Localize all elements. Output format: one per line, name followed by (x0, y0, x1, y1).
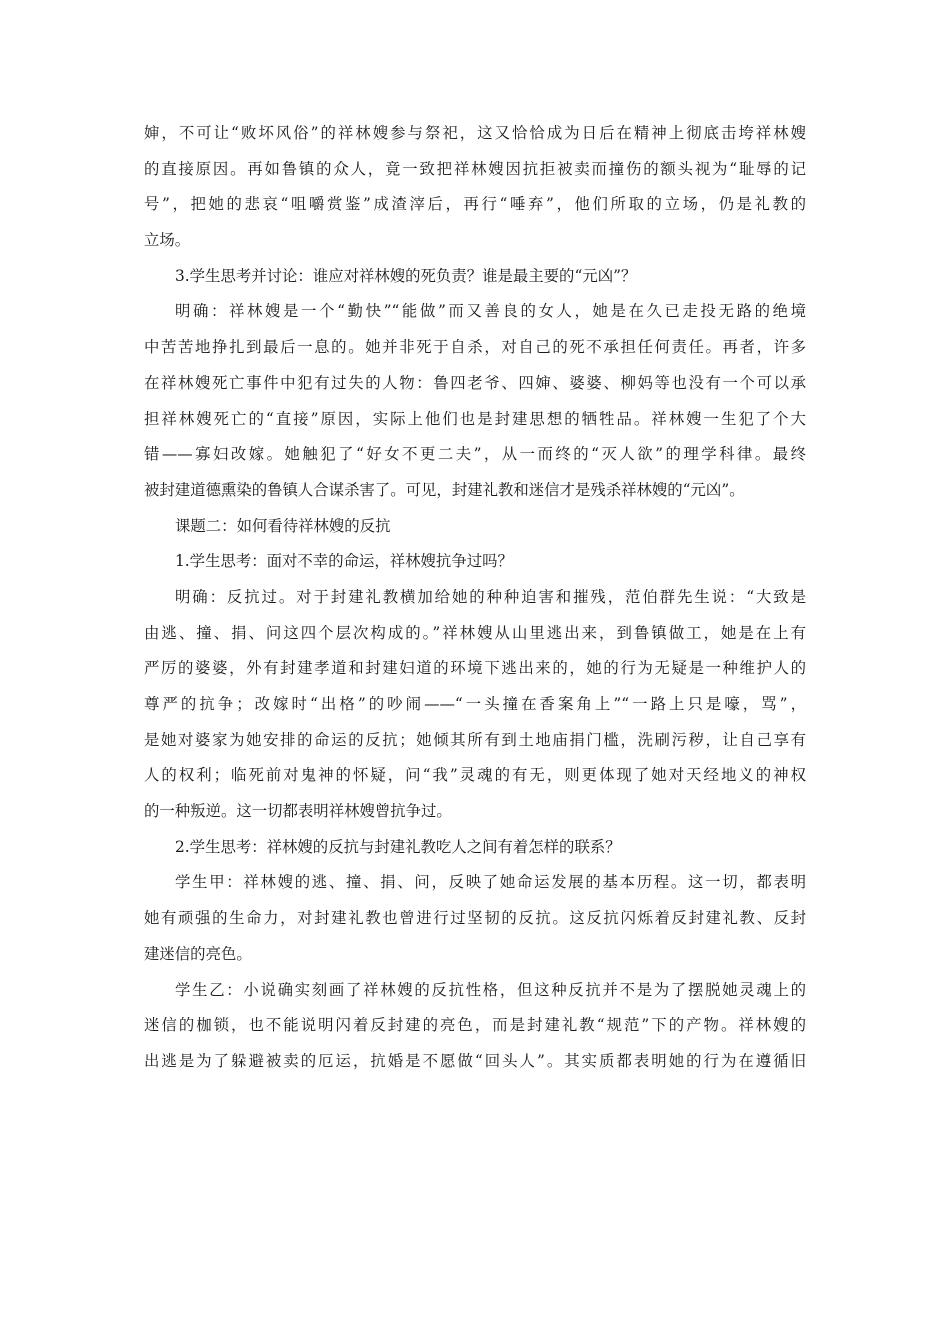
text-line: 出逃是为了躲避被卖的厄运，抗婚是不愿做“回头人”。其实质都表明她的行为在遵循旧 (144, 1051, 806, 1070)
text-line: 迷信的枷锁，也不能说明闪着反封建的亮色，而是封建礼教“规范”下的产物。祥林嫂的 (144, 1016, 806, 1035)
text-line: 尊严的抗争；改嫁时“出格”的吵闹——“一头撞在香案角上”“一路上只是嚎，骂”， (144, 695, 806, 713)
text-line: 被封建道德熏染的鲁镇人合谋杀害了。可见，封建礼教和迷信才是残杀祥林嫂的“元凶”。 (144, 480, 745, 499)
text-line: 立场。 (144, 231, 191, 250)
text-line: 人的权利；临死前对鬼神的怀疑，问“我”灵魂的有无，则更体现了她对天经地义的神权 (144, 766, 806, 785)
paragraph-first-line: 明确：祥林嫂是一个“勤快”“能做”而又善良的女人，她是在久已走投无路的绝境 (175, 302, 806, 321)
text-line: 婶，不可让“败坏风俗”的祥林嫂参与祭祀，这又恰恰成为日后在精神上彻底击垮祥林嫂 (144, 124, 806, 142)
text-line: 错——寡妇改嫁。她触犯了“好女不更二夫”，从一而终的“灭人欲”的理学科律。最终 (144, 445, 806, 464)
text-line: 建迷信的亮色。 (144, 944, 252, 963)
text-line: 中苦苦地挣扎到最后一息的。她并非死于自杀，对自己的死不承担任何责任。再者，许多 (144, 338, 806, 357)
paragraph-first-line: 1.学生思考：面对不幸的命运，祥林嫂抗争过吗？ (175, 552, 513, 571)
paragraph-first-line: 学生乙：小说确实刻画了祥林嫂的反抗性格，但这种反抗并不是为了摆脱她灵魂上的 (175, 980, 806, 999)
paragraph-first-line: 课题二：如何看待祥林嫂的反抗 (175, 516, 391, 535)
text-line: 由逃、撞、捐、问这四个层次构成的。”祥林嫂从山里逃出来，到鲁镇做工，她是在上有 (144, 623, 806, 642)
paragraph-first-line: 3.学生思考并讨论：谁应对祥林嫂的死负责？谁是最主要的“元凶”？ (175, 266, 637, 285)
text-line: 她有顽强的生命力，对封建礼教也曾进行过坚韧的反抗。这反抗闪烁着反封建礼教、反封 (144, 909, 806, 928)
text-line: 是她对婆家为她安排的命运的反抗；她倾其所有到土地庙捐门槛，洗刷污秽，让自己享有 (144, 730, 806, 749)
paragraph-first-line: 2.学生思考：祥林嫂的反抗与封建礼教吃人之间有着怎样的联系？ (175, 837, 621, 856)
paragraph-first-line: 学生甲：祥林嫂的逃、撞、捐、问，反映了她命运发展的基本历程。这一切，都表明 (175, 873, 806, 892)
paragraph-first-line: 明确：反抗过。对于封建礼教横加给她的种种迫害和摧残，范伯群先生说：“大致是 (175, 587, 806, 606)
document-body (144, 116, 806, 1080)
text-line: 在祥林嫂死亡事件中犯有过失的人物：鲁四老爷、四婶、婆婆、柳妈等也没有一个可以承 (144, 373, 806, 392)
text-line: 严厉的婆婆，外有封建孝道和封建妇道的环境下逃出来的，她的行为无疑是一种维护人的 (144, 659, 806, 678)
text-line: 担祥林嫂死亡的“直接”原因，实际上他们也是封建思想的牺牲品。祥林嫂一生犯了个大 (144, 409, 806, 428)
text-line: 的直接原因。再如鲁镇的众人，竟一致把祥林嫂因抗拒被卖而撞伤的额头视为“耻辱的记 (144, 159, 806, 178)
text-line: 的一种叛逆。这一切都表明祥林嫂曾抗争过。 (144, 802, 452, 821)
text-line: 号”，把她的悲哀“咀嚼赏鉴”成渣滓后，再行“唾弃”，他们所取的立场，仍是礼教的 (144, 195, 806, 214)
